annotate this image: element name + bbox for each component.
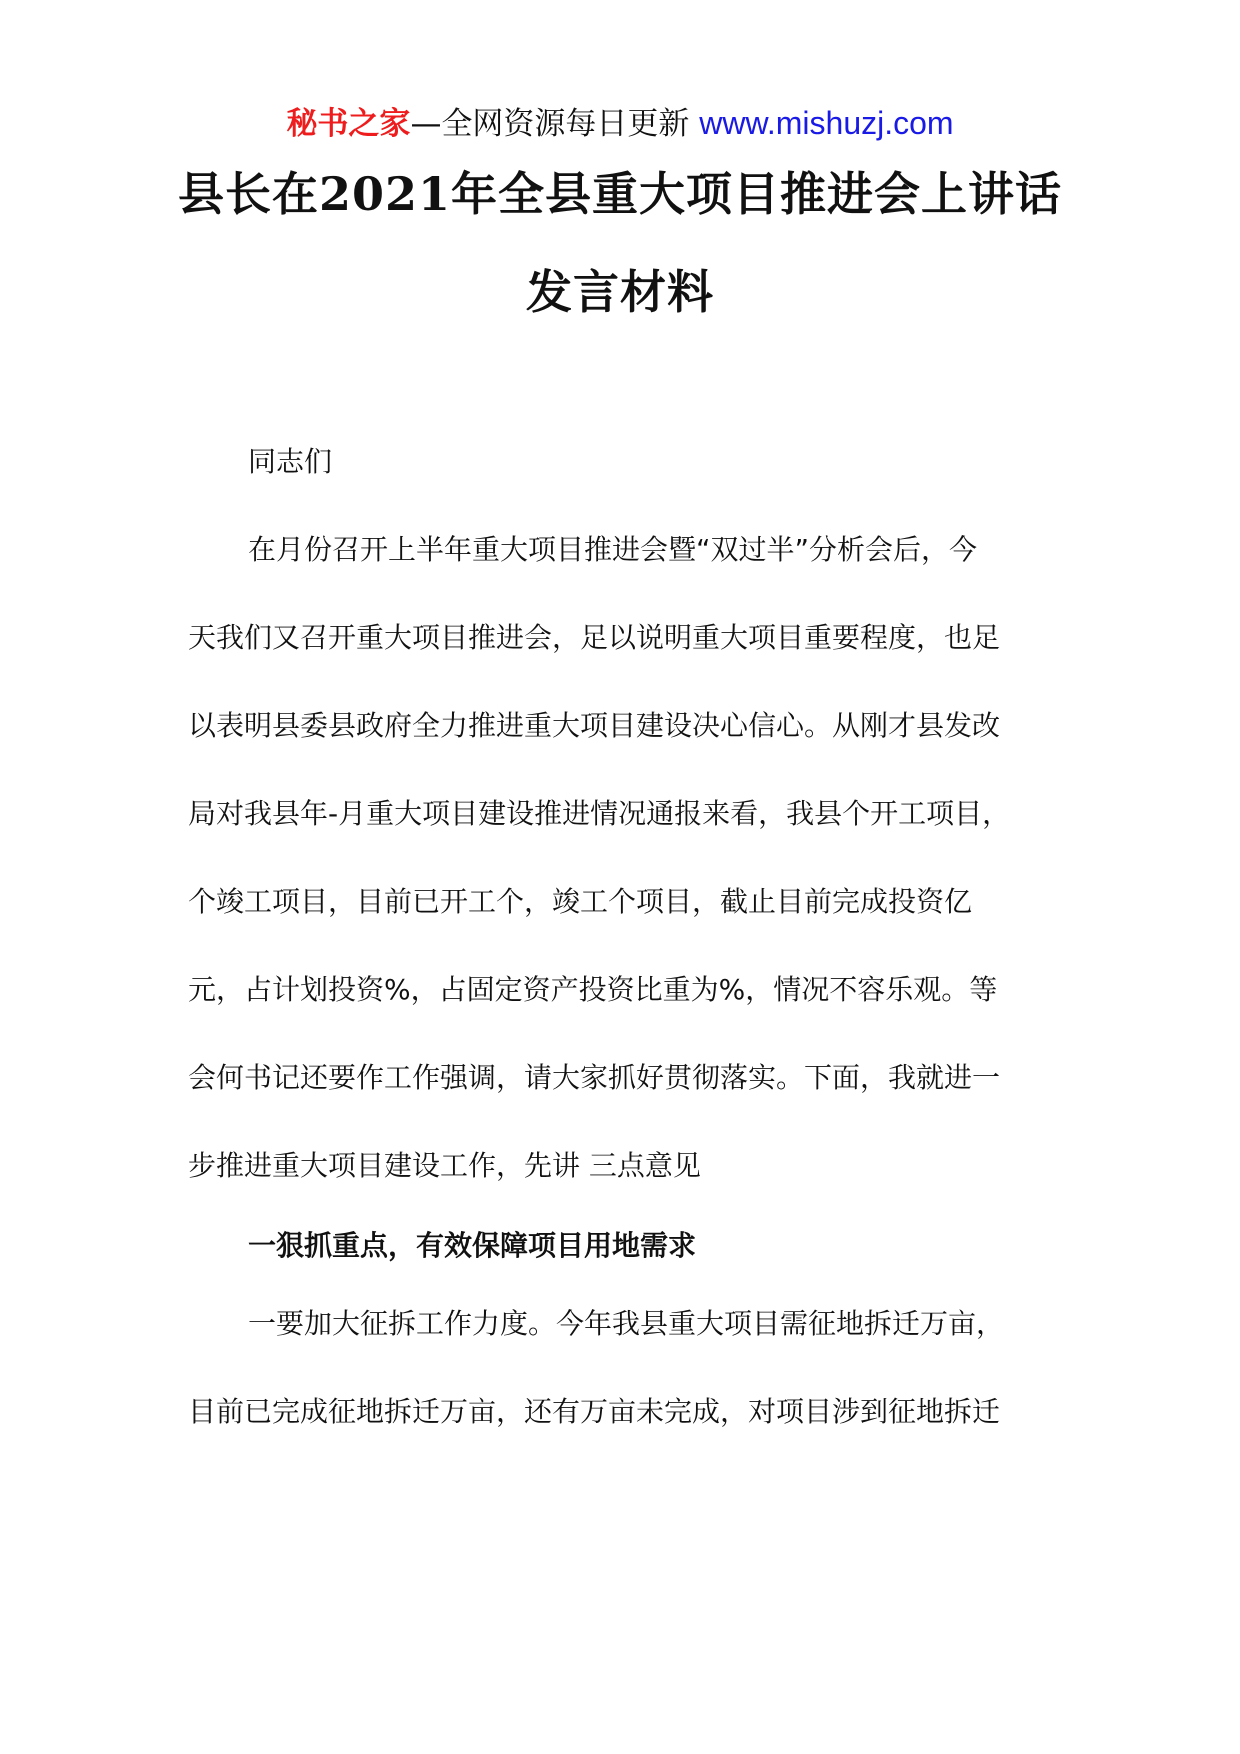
paragraph-1-line-4: 局对我县年-月重大项目建设推进情况通报来看，我县个开工项目， — [188, 797, 1011, 830]
brand-name: 秘书之家 — [286, 106, 411, 142]
paragraph-1-line-3: 以表明县委县政府全力推进重大项目建设决心信心。从刚才县发改 — [188, 709, 1001, 742]
paragraph-1-line-8: 步推进重大项目建设工作，先讲 三点意见 — [188, 1149, 701, 1182]
paragraph-1-line-7: 会何书记还要作工作强调，请大家抓好贯彻落实。下面，我就进一 — [188, 1061, 1001, 1094]
document-title-line-2: 发言材料 — [526, 265, 714, 319]
section-1-heading: 一狠抓重点，有效保障项目用地需求 — [248, 1229, 697, 1262]
document-title-line-1: 县长在2021年全县重大项目推进会上讲话 — [177, 167, 1063, 221]
paragraph-1-line-2: 天我们又召开重大项目推进会，足以说明重大项目重要程度，也足 — [188, 621, 1001, 654]
paragraph-2-line-2: 目前已完成征地拆迁万亩，还有万亩未完成，对项目涉到征地拆迁 — [188, 1395, 1001, 1428]
paragraph-1-line-5: 个竣工项目，目前已开工个，竣工个项目，截止目前完成投资亿 — [188, 885, 973, 918]
paragraph-1-line-1: 在月份召开上半年重大项目推进会暨“双过半”分析会后，今 — [248, 533, 978, 566]
salutation: 同志们 — [248, 445, 333, 478]
site-header — [0, 103, 1240, 144]
site-url-link[interactable]: www.mishuzj.com — [699, 105, 954, 141]
paragraph-1-line-6: 元，占计划投资%，占固定资产投资比重为%，情况不容乐观。等 — [188, 973, 998, 1006]
header-tagline: —全网资源每日更新 — [410, 106, 690, 142]
paragraph-2-line-1: 一要加大征拆工作力度。今年我县重大项目需征地拆迁万亩， — [248, 1307, 1005, 1340]
